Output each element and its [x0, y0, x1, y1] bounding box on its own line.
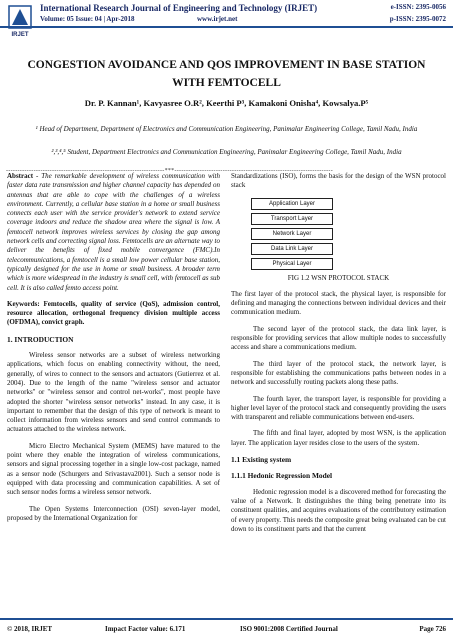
figure-caption: FIG 1.2 WSN PROTOCOL STACK: [287, 273, 390, 282]
intro-paragraph-3: The Open Systems Interconnection (OSI) seven-layer model, proposed by the International Organization for: [7, 504, 220, 522]
left-column: [7, 172, 220, 530]
affiliation-2: ²,³,⁴,⁵ Student, Department Electronics and Communication Engineering, Panimalar Engineering College, Tamil Nadu, India: [51, 148, 402, 156]
irjet-logo: [7, 5, 33, 39]
application-layer-paragraph: The fifth and final layer, adopted by most WSN, is the application layer. The application layer resides close to the users of the system.: [231, 429, 446, 447]
stack-layer-application: Application Layer: [251, 198, 333, 210]
abstract-label: Abstract: [7, 172, 34, 180]
journal-website[interactable]: www.irjet.net: [197, 15, 238, 23]
eissn: e-ISSN: 2395-0056: [390, 3, 446, 11]
stack-layer-data-link: Data Link Layer: [251, 243, 333, 255]
protocol-stack-figure: [251, 198, 333, 270]
header-rule: [0, 26, 453, 28]
network-layer-paragraph: The third layer of the protocol stack, the network layer, is responsible for establishing the communications paths between nodes in a network and successfully routing packets along these paths.: [231, 359, 446, 387]
abstract: [7, 172, 220, 293]
journal-title: International Research Journal of Engineering and Technology (IRJET): [40, 3, 318, 13]
paper-title: CONGESTION AVOIDANCE AND QOS IMPROVEMENT IN BASE STATION WITH FEMTOCELL: [27, 59, 426, 89]
abstract-text: - The remarkable development of wireless communication with faster data rate transmission and higher channel capacity has depended on antennas that are able to cope with the challenges of a wireless environment. Currently, a cellular base station in a home or small business connects each user with the service provider's network to extend service coverage indoors and reduce the shadow area where the signal is low. A femtocell network improves wireless services by closing the gap among network cells and correcting signal loss. Femtocells are an alternate way to deliver the benefits of fixed mobile convergence (FMC).In telecommunications, a femtocell is a small low power cellular base station, typically designed for the use in home or small business. A broader term which is more widespread in the industry is small cell, with femtocell as sub cell. It is also called femto access point.: [7, 172, 220, 292]
footer-iso: ISO 9001:2008 Certified Journal: [240, 625, 338, 633]
svg-text:IRJET: IRJET: [11, 32, 29, 38]
footer-impact-factor: Impact Factor value: 6.171: [105, 625, 186, 633]
footer-page-number: Page 726: [419, 625, 446, 633]
footer-rule: [0, 618, 453, 620]
stack-layer-physical: Physical Layer: [251, 258, 333, 270]
intro-heading: 1. INTRODUCTION: [7, 334, 74, 344]
right-column: [231, 172, 446, 541]
transport-layer-paragraph: The fourth layer, the transport layer, is responsible for providing a higher level layer of the protocol stack and consequently providing the users with transparent and reliable communications between end-users.: [231, 394, 446, 422]
paper-authors: Dr. P. Kannan¹, Kavyasree O.R², Keerthi P³, Kamakoni Onisha⁴, Kowsalya.P⁵: [84, 98, 369, 108]
footer-copyright: © 2018, IRJET: [7, 625, 53, 633]
hedonic-heading: 1.1.1 Hedonic Regression Model: [231, 471, 333, 481]
journal-volume: Volume: 05 Issue: 04 | Apr-2018: [40, 15, 135, 23]
section-divider: ---------------------------------------------------------------------***---------------------------------------------------------------------: [6, 168, 334, 174]
existing-system-heading: 1.1 Existing system: [231, 455, 292, 465]
pissn: p-ISSN: 2395-0072: [389, 15, 446, 23]
keywords: Keywords: Femtocells, quality of service (QoS), admission control, resource allocation, orthogonal frequency division multiple access (OFDMA), convict graph.: [7, 299, 220, 327]
stack-layer-network: Network Layer: [251, 228, 333, 240]
page-footer: [0, 618, 453, 640]
data-link-paragraph: The second layer of the protocol stack, the data link layer, is responsible for providing services that allow multiple nodes to successfully access and share a communications medium.: [231, 324, 446, 352]
physical-layer-paragraph: The first layer of the protocol stack, the physical layer, is responsible for defining and managing the connections between individual devices and their communication medium.: [231, 289, 446, 317]
hedonic-paragraph: Hedonic regression model is a discovered method for forecasting the value of a Network. It distinguishes the thing being penetrate into its constituent qualities, and acquires evaluations of the contributory estimation of every property. This needs the composite great being evaluated can be cut down to its constituent parts and that the current: [231, 487, 446, 533]
affiliation-1: ¹ Head of Department, Department of Electronics and Communication Engineering, Panimalar Engineering College, Tamil Nadu, India: [35, 125, 418, 133]
intro-paragraph-1: Wireless sensor networks are a subset of wireless networking applications, which focus on enabling connectivity without, the need, generally, of wires to connect to the sensors and actuators (Gutierrez et al. 2004). Due to the length of the name "wireless sensor and actuator networks" or "wireless sensor and control net-works", most people have adopted the shorter "wireless sensor networks" instead. In any case, it is important to remember that the design of this type of network is meant to collect information from wireless sensors and send control commands to actuators attached to the wireless network.: [7, 351, 220, 434]
standardization-paragraph: Standardizations (ISO), forms the basis for the design of the WSN protocol stack: [231, 172, 446, 190]
stack-layer-transport: Transport Layer: [251, 213, 333, 225]
intro-paragraph-2: Micro Electro Mechanical System (MEMS) have matured to the point where they enable the integration of wireless communications, sensors and signal processing together in a single low-cost package, named as a sensor node (Schurgers and Srivastava2001). Such a sensor node is equipped with data processing and communication capabilities. A set of such sensor nodes forms a wireless sensor network.: [7, 441, 220, 497]
journal-header: [0, 0, 453, 42]
